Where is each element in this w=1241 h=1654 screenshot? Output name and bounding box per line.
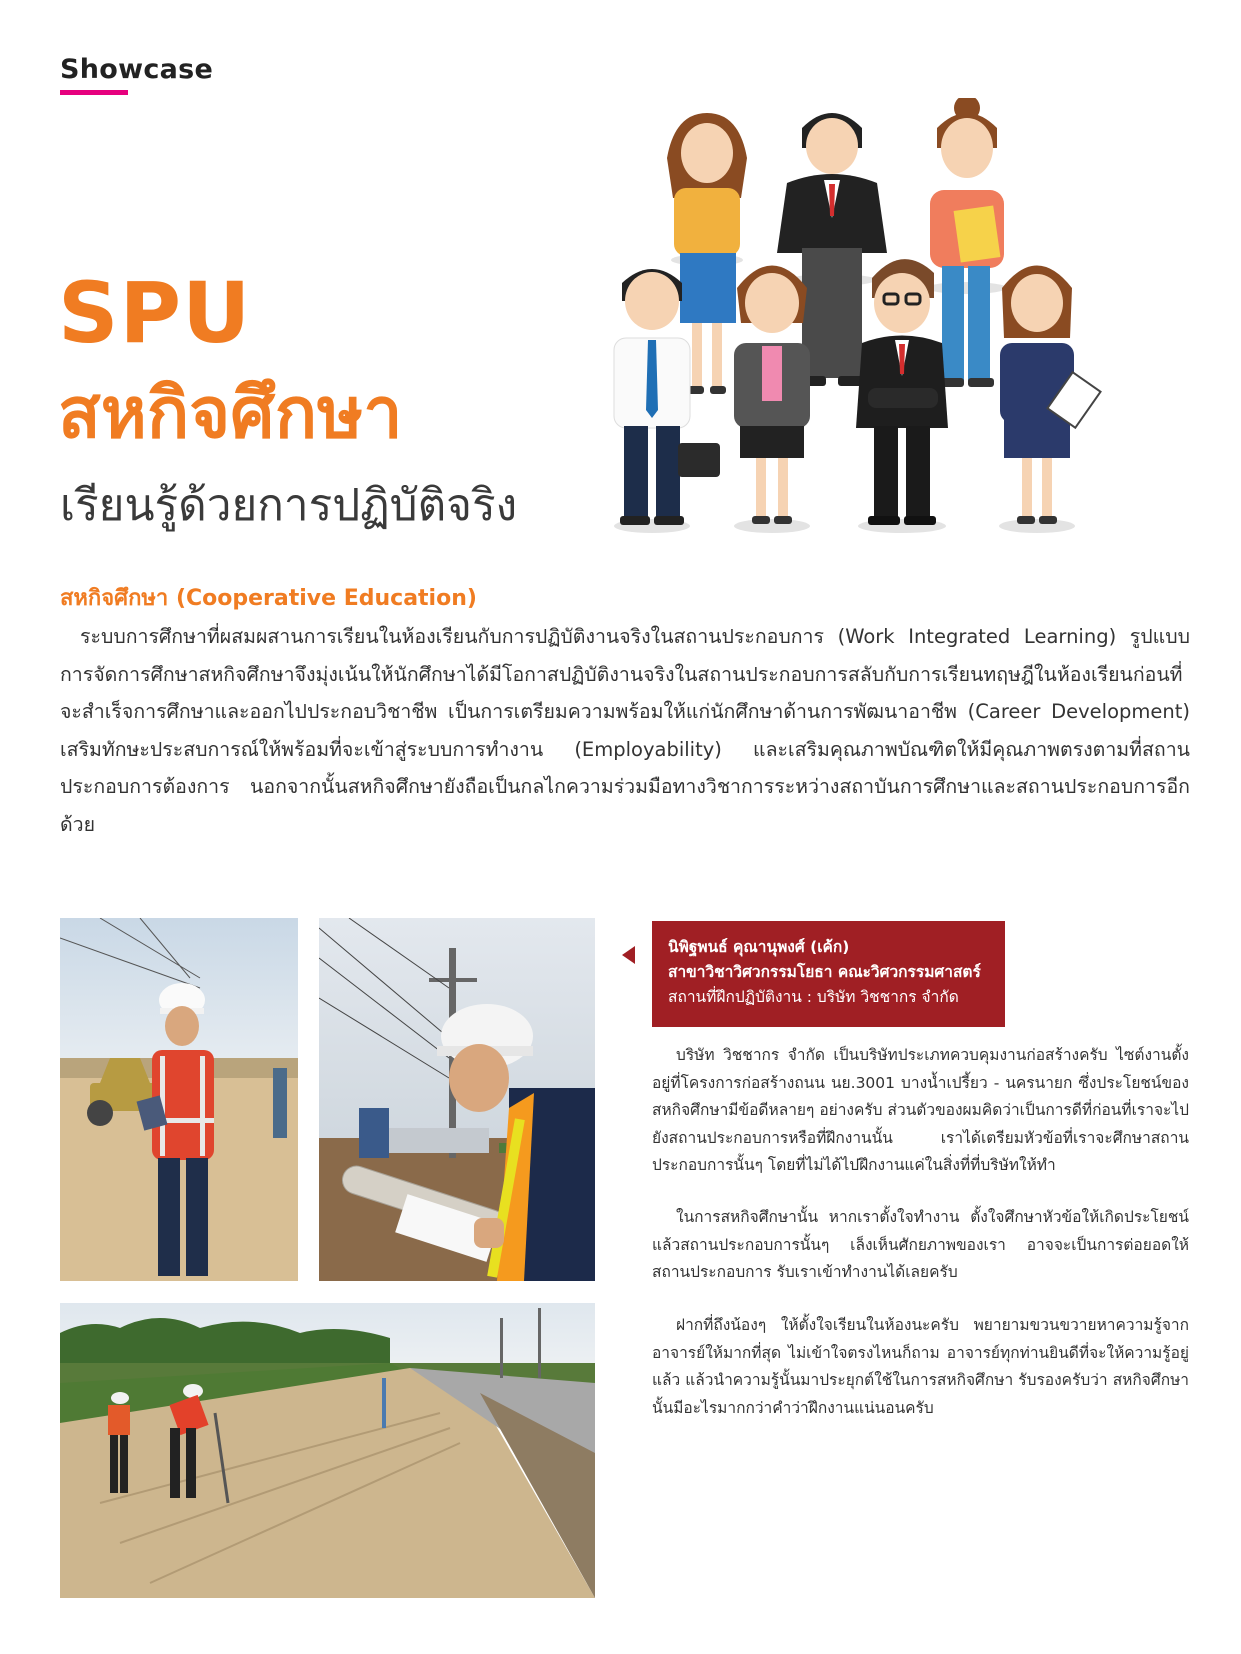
page-title-th: สหกิจศึกษา xyxy=(58,372,403,454)
page-title-en: SPU xyxy=(58,264,252,362)
profile-workplace: สถานที่ฝึกปฏิบัติงาน : บริษัท วิชชากร จำกัด xyxy=(668,988,959,1006)
profile-box xyxy=(652,921,1005,1027)
quote-paragraph: ฝากที่ถึงน้องๆ ให้ตั้งใจเรียนในห้องนะครับ พยายามขวนขวายหาความรู้จากอาจารย์ให้มากที่สุด ไม่เข้าใจตรงไหนก็ถาม อาจารย์ทุกท่านยินดีที่จะให้ความรู้อยู่แล้ว แล้วนำความรู้นั้นมาประยุกต์ใช้ในการสหกิจศึกษา รับรองครับว่า สหกิจศึกษานั้นมีอะไรมากกว่าคำว่าฝึกงานแน่นอนครับ xyxy=(652,1316,1189,1417)
profile-name: นิพิฐพนธ์ คุณานุพงศ์ (เค้ก) xyxy=(668,938,850,956)
section-underline xyxy=(60,90,128,95)
photo-road-survey xyxy=(60,1303,595,1598)
engineer-standing-image xyxy=(60,918,298,1281)
section-label: Showcase xyxy=(60,54,214,85)
quote-paragraph: บริษัท วิชชากร จำกัด เป็นบริษัทประเภทควบคุมงานก่อสร้างครับ ไซต์งานตั้งอยู่ที่โครงการก่อสร้างถนน นย.3001 บางน้ำเปรี้ยว - นครนายก ซึ่งประโยชน์ของสหกิจศึกษามีข้อดีหลายๆ อย่างครับ ส่วนตัวของผมคิดว่าเป็นการดีที่ก่อนที่เราจะไปยังสถานประกอบการหรือที่ฝึกงานนั้น เราได้เตรียมหัวข้อที่เราจะศึกษาสถานประกอบการนั้นๆ โดยที่ไม่ได้ไปฝึกงานแค่ในสิ่งที่ที่บริษัทให้ทำ xyxy=(652,1046,1189,1174)
people-illustration xyxy=(612,98,1172,568)
quote-paragraph: ในการสหกิจศึกษานั้น หากเราตั้งใจทำงาน ตั้งใจศึกษาหัวข้อให้เกิดประโยชน์ แล้วสถานประกอบการนั้นๆ เล็งเห็นศักยภาพของเรา อาจจะเป็นการต่อยอดให้สถานประกอบการ รับเราเข้าทำงานได้เลยครับ xyxy=(652,1208,1189,1281)
photo-engineer-standing xyxy=(60,918,298,1281)
profile-department: สาขาวิชาวิศวกรรมโยธา คณะวิศวกรรมศาสตร์ xyxy=(668,963,981,981)
road-survey-image xyxy=(60,1303,595,1598)
page-subtitle: เรียนรู้ด้วยการปฏิบัติจริง xyxy=(60,480,518,531)
photo-engineer-writing xyxy=(319,918,595,1281)
woman-clipboard-figure xyxy=(1000,266,1101,525)
intro-heading: สหกิจศึกษา (Cooperative Education) xyxy=(60,586,477,611)
profile-pointer-icon xyxy=(622,946,635,964)
engineer-writing-image xyxy=(319,918,595,1281)
man-glasses-figure xyxy=(856,259,948,525)
intro-paragraph: ระบบการศึกษาที่ผสมผสานการเรียนในห้องเรียนกับการปฏิบัติงานจริงในสถานประกอบการ (Work Integrated Learning) รูปแบบการจัดการศึกษาสหกิจศึกษาจึงมุ่งเน้นให้นักศึกษาได้มีโอกาสปฏิบัติงานจริงในสถานประกอบการสลับกับการเรียนทฤษฎีในห้องเรียนก่อนที่จะสำเร็จการศึกษาและออกไปประกอบวิชาชีพ เป็นการเตรียมความพร้อมให้แก่นักศึกษาด้านการพัฒนาอาชีพ (Career Development) เสริมทักษะประสบการณ์ให้พร้อมที่จะเข้าสู่ระบบการทำงาน (Employability) และเสริมคุณภาพบัณฑิตให้มีคุณภาพตรงตามที่สถานประกอบการต้องการ นอกจากนั้นสหกิจศึกษายังถือเป็นกลไกความร่วมมือทางวิชาการระหว่างสถาบันการศึกษาและสถานประกอบการอีกด้วย xyxy=(60,625,1190,836)
woman-grey-blazer-figure xyxy=(734,266,810,525)
